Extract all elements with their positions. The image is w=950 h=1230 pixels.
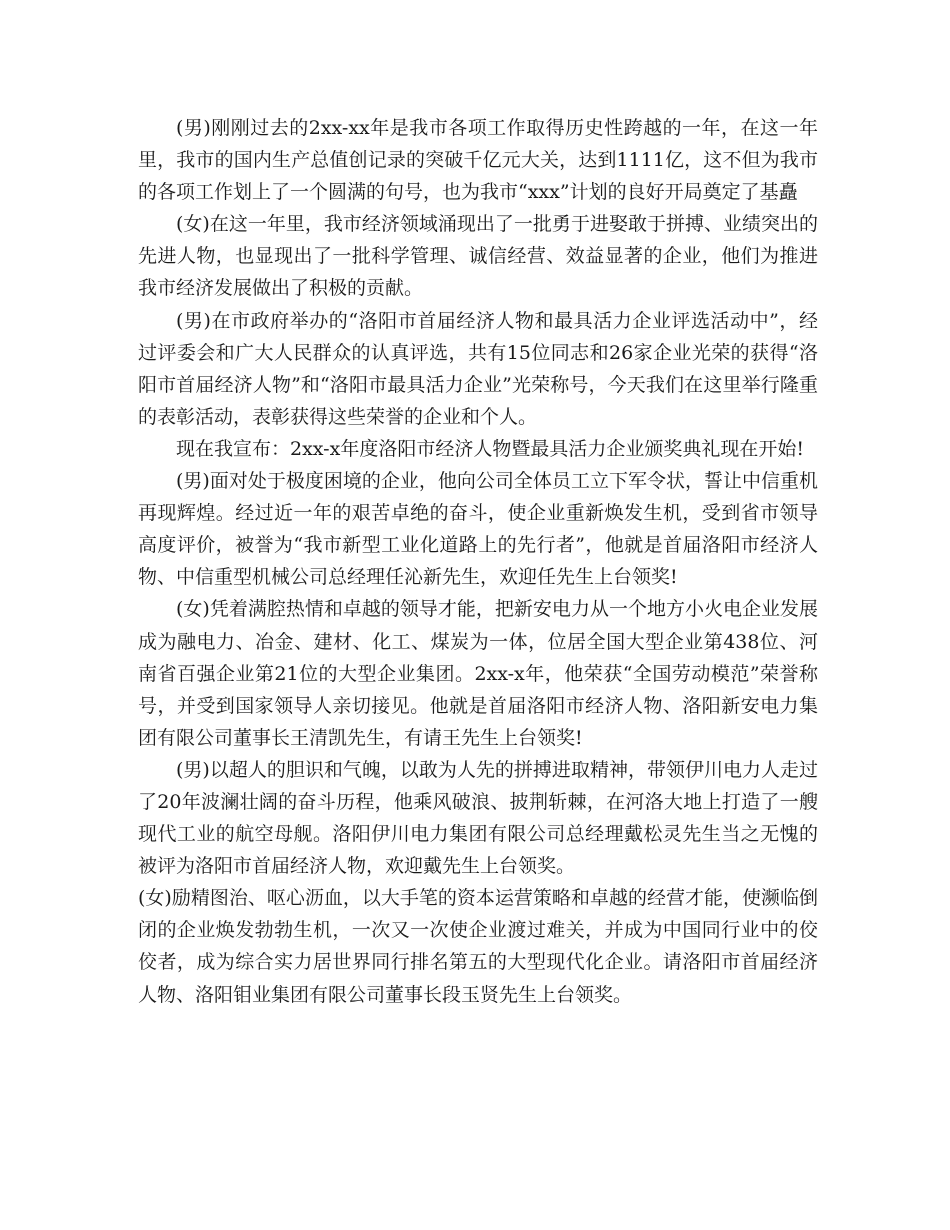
- paragraph-announcement: 现在我宣布：2xx-x年度洛阳市经济人物暨最具活力企业颁奖典礼现在开始!: [176, 437, 804, 460]
- paragraph-award-dai: (男)以超人的胆识和气魄，以敢为人先的拼搏进取精神，带领伊川电力人走过了20年波澜壮阔的奋斗历程，他乘风破浪、披荆斩棘，在河洛大地上打造了一艘现代工业的航空母舰。洛阳伊川电力集团有限公司总经理戴松灵先生当之无愧的被评为洛阳市首届经济人物，欢迎戴先生上台领奖。: [138, 758, 818, 878]
- paragraph-award-ren: (男)面对处于极度困境的企业，他向公司全体员工立下军令状，誓让中信重机再现辉煌。经过近一年的艰苦卓绝的奋斗，使企业重新焕发生机，受到省市领导高度评价，被誉为“我市新型工业化道路上的先行者”，他就是首届洛阳市经济人物、中信重型机械公司总经理任沁新先生，欢迎任先生上台领奖!: [138, 470, 818, 589]
- paragraph-award-wang: (女)凭着满腔热情和卓越的领导才能，把新安电力从一个地方小火电企业发展成为融电力、冶金、建材、化工、煤炭为一体，位居全国大型企业第438位、河南省百强企业第21位的大型企业集团。2xx-x年，他荣获“全国劳动模范”荣誉称号，并受到国家领导人亲切接见。他就是首届洛阳市经济人物、洛阳新安电力集团有限公司董事长王清凯先生，有请王先生上台领奖!: [138, 598, 818, 749]
- paragraph-selection-event: (男)在市政府举办的“洛阳市首届经济人物和最具活力企业评选活动中”，经过评委会和广大人民群众的认真评选，共有15位同志和26家企业光荣的获得“洛阳市首届经济人物”和“洛阳市最具活力企业”光荣称号，今天我们在这里举行隆重的表彰活动，表彰获得这些荣誉的企业和个人。: [138, 309, 818, 428]
- paragraph-opening-female: (女)在这一年里，我市经济领域涌现出了一批勇于进娶敢于拼搏、业绩突出的先进人物，也显现出了一批科学管理、诚信经营、效益显著的企业，他们为推进我市经济发展做出了积极的贡献。: [138, 213, 818, 300]
- paragraph-award-duan: (女)励精图治、呕心沥血，以大手笔的资本运营策略和卓越的经营才能，使濒临倒闭的企业焕发勃勃生机，一次又一次使企业渡过难关，并成为中国同行业中的佼佼者，成为综合实力居世界同行排名第五的大型现代化企业。请洛阳市首届经济人物、洛阳钼业集团有限公司董事长段玉贤先生上台领奖。: [138, 887, 818, 1006]
- document-page: [138, 112, 818, 1011]
- paragraph-opening-male: (男)刚刚过去的2xx-xx年是我市各项工作取得历史性跨越的一年，在这一年里，我市的国内生产总值创记录的突破千亿元大关，达到1111亿，这不但为我市的各项工作划上了一个圆满的句号，也为我市“xxx”计划的良好开局奠定了基矗: [138, 117, 818, 204]
